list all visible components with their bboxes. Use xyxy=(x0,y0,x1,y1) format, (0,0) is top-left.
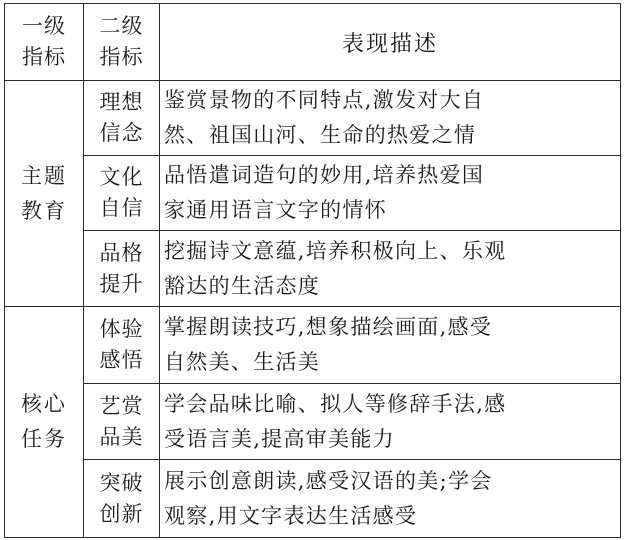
level2-cell xyxy=(84,384,160,460)
description-line: 自然美、生活美 xyxy=(164,350,321,374)
description-line: 展示创意朗读,感受汉语的美;学会 xyxy=(164,468,493,493)
description-line: 豁达的生活态度 xyxy=(164,273,321,298)
table-row xyxy=(5,307,621,384)
description-line: 观察,用文字表达生活感受 xyxy=(164,503,418,528)
description-cell xyxy=(160,156,621,231)
level2-cell xyxy=(84,460,160,538)
description-line: 鉴赏景物的不同特点,激发对大自 xyxy=(164,88,485,112)
level2-line: 信念 xyxy=(99,121,144,145)
level2-line: 品格 xyxy=(99,240,144,265)
level1-line: 教育 xyxy=(21,198,67,223)
description-cell xyxy=(160,81,621,156)
table-row xyxy=(5,384,621,460)
level2-line: 自信 xyxy=(99,196,144,220)
description-line: 然、祖国山河、生命的热爱之情 xyxy=(164,123,477,147)
description-line: 学会品味比喻、拟人等修辞手法,感 xyxy=(164,391,507,416)
description-cell xyxy=(160,460,621,538)
level2-cell xyxy=(84,81,160,156)
level2-line: 提升 xyxy=(99,271,144,296)
header-level1-line: 一级 xyxy=(22,14,66,38)
level1-line: 主题 xyxy=(21,163,67,188)
level1-cell-core-task xyxy=(5,307,84,538)
level1-line: 核心 xyxy=(21,392,67,416)
level2-line: 理想 xyxy=(99,90,144,114)
header-level2-line: 二级 xyxy=(99,14,144,38)
level2-line: 艺赏 xyxy=(99,393,144,418)
table-row xyxy=(5,231,621,307)
table-row xyxy=(5,156,621,231)
table-row xyxy=(5,460,621,538)
header-description-cell xyxy=(160,4,621,81)
level1-cell-theme xyxy=(5,81,84,307)
description-cell xyxy=(160,307,621,384)
header-level1-line: 指标 xyxy=(22,45,66,69)
level2-line: 创新 xyxy=(99,501,144,526)
description-line: 掌握朗读技巧,想象描绘画面,感受 xyxy=(164,315,493,339)
level2-line: 突破 xyxy=(99,470,144,495)
level1-line: 任务 xyxy=(21,427,67,451)
level2-cell xyxy=(84,307,160,384)
description-line: 品悟遣词造句的妙用,培养热爱国 xyxy=(164,163,485,187)
level2-cell xyxy=(84,156,160,231)
table-row xyxy=(5,81,621,156)
description-line: 挖掘诗文意蕴,培养积极向上、乐观 xyxy=(164,238,507,263)
description-line: 受语言美,提高审美能力 xyxy=(164,426,395,451)
description-cell xyxy=(160,231,621,307)
description-line: 家通用语言文字的情怀 xyxy=(164,198,387,222)
level2-line: 体验 xyxy=(99,317,144,341)
header-level2-cell xyxy=(84,4,160,81)
header-description: 表现描述 xyxy=(341,31,438,57)
level2-line: 品美 xyxy=(99,424,144,449)
level2-cell xyxy=(84,231,160,307)
level2-line: 感悟 xyxy=(99,348,144,372)
evaluation-table xyxy=(4,3,621,538)
header-level1-cell xyxy=(5,4,84,81)
header-level2-line: 指标 xyxy=(99,45,144,69)
level2-line: 文化 xyxy=(99,165,144,189)
header-row xyxy=(5,4,621,81)
description-cell xyxy=(160,384,621,460)
